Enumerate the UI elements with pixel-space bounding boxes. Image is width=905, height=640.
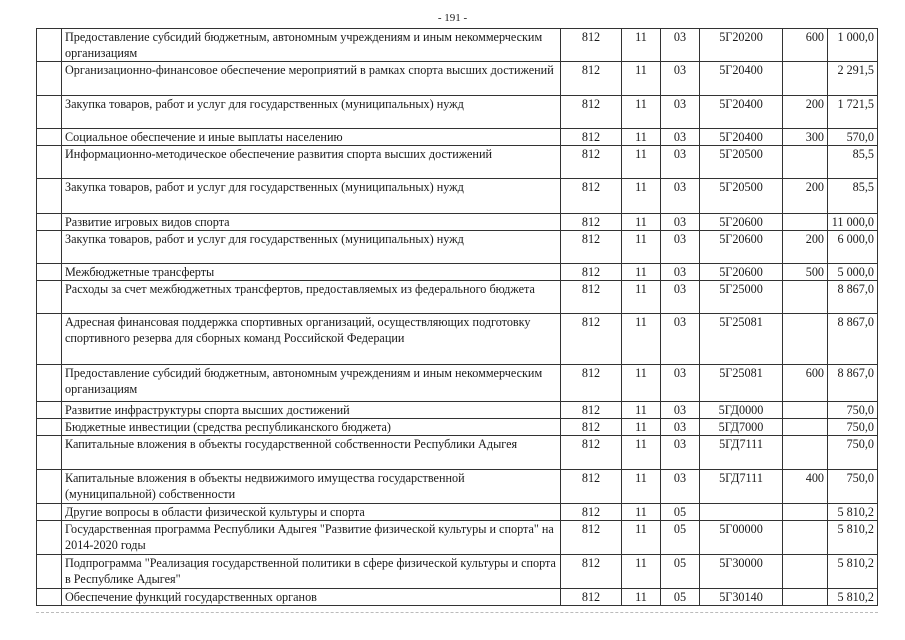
amount-cell: 750,0 bbox=[828, 470, 878, 504]
subsection-code-cell: 03 bbox=[661, 231, 700, 264]
amount-cell: 1 721,5 bbox=[828, 96, 878, 129]
subsection-code-cell: 03 bbox=[661, 402, 700, 419]
target-article-code-cell: 5ГД0000 bbox=[700, 402, 783, 419]
section-code-cell: 11 bbox=[622, 589, 661, 606]
row-margin-cell bbox=[37, 314, 62, 365]
expense-type-code-cell bbox=[783, 314, 828, 365]
expense-name-cell: Предоставление субсидий бюджетным, автономным учреждениям и иным некоммерческим организациям bbox=[62, 29, 561, 62]
subsection-code-cell: 03 bbox=[661, 179, 700, 214]
row-margin-cell bbox=[37, 146, 62, 179]
grbs-code-cell: 812 bbox=[561, 470, 622, 504]
expense-type-code-cell bbox=[783, 589, 828, 606]
row-margin-cell bbox=[37, 436, 62, 470]
table-row bbox=[37, 589, 878, 606]
section-code-cell: 11 bbox=[622, 504, 661, 521]
amount-cell: 5 810,2 bbox=[828, 555, 878, 589]
amount-cell: 2 291,5 bbox=[828, 62, 878, 96]
expense-name-cell: Социальное обеспечение и иные выплаты населению bbox=[62, 129, 561, 146]
table-row bbox=[37, 521, 878, 555]
subsection-code-cell: 03 bbox=[661, 419, 700, 436]
grbs-code-cell: 812 bbox=[561, 29, 622, 62]
grbs-code-cell: 812 bbox=[561, 521, 622, 555]
grbs-code-cell: 812 bbox=[561, 146, 622, 179]
target-article-code-cell: 5Г30140 bbox=[700, 589, 783, 606]
section-code-cell: 11 bbox=[622, 179, 661, 214]
table-row bbox=[37, 29, 878, 62]
subsection-code-cell: 03 bbox=[661, 62, 700, 96]
subsection-code-cell: 03 bbox=[661, 470, 700, 504]
section-code-cell: 11 bbox=[622, 146, 661, 179]
target-article-code-cell: 5Г20600 bbox=[700, 214, 783, 231]
expense-name-cell: Информационно-методическое обеспечение развития спорта высших достижений bbox=[62, 146, 561, 179]
amount-cell: 750,0 bbox=[828, 402, 878, 419]
amount-cell: 5 810,2 bbox=[828, 521, 878, 555]
target-article-code-cell: 5Г25081 bbox=[700, 365, 783, 402]
table-row bbox=[37, 314, 878, 365]
grbs-code-cell: 812 bbox=[561, 214, 622, 231]
amount-cell: 8 867,0 bbox=[828, 281, 878, 314]
table-row bbox=[37, 555, 878, 589]
row-margin-cell bbox=[37, 231, 62, 264]
section-code-cell: 11 bbox=[622, 281, 661, 314]
section-code-cell: 11 bbox=[622, 62, 661, 96]
table-row bbox=[37, 214, 878, 231]
expense-name-cell: Капитальные вложения в объекты государственной собственности Республики Адыгея bbox=[62, 436, 561, 470]
expense-name-cell: Капитальные вложения в объекты недвижимого имущества государственной (муниципальной) собственности bbox=[62, 470, 561, 504]
target-article-code-cell bbox=[700, 504, 783, 521]
table-row bbox=[37, 470, 878, 504]
table-row bbox=[37, 231, 878, 264]
expense-type-code-cell bbox=[783, 281, 828, 314]
grbs-code-cell: 812 bbox=[561, 231, 622, 264]
amount-cell: 8 867,0 bbox=[828, 314, 878, 365]
table-row bbox=[37, 96, 878, 129]
amount-cell: 5 810,2 bbox=[828, 589, 878, 606]
grbs-code-cell: 812 bbox=[561, 62, 622, 96]
row-margin-cell bbox=[37, 129, 62, 146]
row-margin-cell bbox=[37, 214, 62, 231]
amount-cell: 570,0 bbox=[828, 129, 878, 146]
amount-cell: 5 810,2 bbox=[828, 504, 878, 521]
expense-type-code-cell bbox=[783, 402, 828, 419]
target-article-code-cell: 5Г20400 bbox=[700, 129, 783, 146]
section-code-cell: 11 bbox=[622, 470, 661, 504]
grbs-code-cell: 812 bbox=[561, 365, 622, 402]
section-code-cell: 11 bbox=[622, 419, 661, 436]
amount-cell: 8 867,0 bbox=[828, 365, 878, 402]
subsection-code-cell: 03 bbox=[661, 365, 700, 402]
grbs-code-cell: 812 bbox=[561, 504, 622, 521]
row-margin-cell bbox=[37, 555, 62, 589]
amount-cell: 85,5 bbox=[828, 179, 878, 214]
subsection-code-cell: 03 bbox=[661, 96, 700, 129]
grbs-code-cell: 812 bbox=[561, 179, 622, 214]
row-margin-cell bbox=[37, 281, 62, 314]
section-code-cell: 11 bbox=[622, 521, 661, 555]
grbs-code-cell: 812 bbox=[561, 281, 622, 314]
expense-name-cell: Предоставление субсидий бюджетным, автономным учреждениям и иным некоммерческим организациям bbox=[62, 365, 561, 402]
section-code-cell: 11 bbox=[622, 29, 661, 62]
page-bottom-edge bbox=[36, 612, 878, 613]
subsection-code-cell: 03 bbox=[661, 436, 700, 470]
expense-type-code-cell: 500 bbox=[783, 264, 828, 281]
grbs-code-cell: 812 bbox=[561, 96, 622, 129]
row-margin-cell bbox=[37, 589, 62, 606]
subsection-code-cell: 03 bbox=[661, 146, 700, 179]
amount-cell: 11 000,0 bbox=[828, 214, 878, 231]
subsection-code-cell: 03 bbox=[661, 214, 700, 231]
expense-type-code-cell: 300 bbox=[783, 129, 828, 146]
target-article-code-cell: 5Г25081 bbox=[700, 314, 783, 365]
subsection-code-cell: 03 bbox=[661, 314, 700, 365]
expense-name-cell: Закупка товаров, работ и услуг для государственных (муниципальных) нужд bbox=[62, 96, 561, 129]
subsection-code-cell: 03 bbox=[661, 129, 700, 146]
expense-type-code-cell: 200 bbox=[783, 96, 828, 129]
row-margin-cell bbox=[37, 62, 62, 96]
subsection-code-cell: 03 bbox=[661, 281, 700, 314]
expense-name-cell: Организационно-финансовое обеспечение мероприятий в рамках спорта высших достижений bbox=[62, 62, 561, 96]
section-code-cell: 11 bbox=[622, 231, 661, 264]
target-article-code-cell: 5Г25000 bbox=[700, 281, 783, 314]
grbs-code-cell: 812 bbox=[561, 419, 622, 436]
grbs-code-cell: 812 bbox=[561, 555, 622, 589]
target-article-code-cell: 5Г20600 bbox=[700, 231, 783, 264]
grbs-code-cell: 812 bbox=[561, 589, 622, 606]
target-article-code-cell: 5ГД7111 bbox=[700, 470, 783, 504]
table-row bbox=[37, 179, 878, 214]
target-article-code-cell: 5Г20400 bbox=[700, 96, 783, 129]
grbs-code-cell: 812 bbox=[561, 129, 622, 146]
expense-type-code-cell bbox=[783, 555, 828, 589]
grbs-code-cell: 812 bbox=[561, 436, 622, 470]
expense-name-cell: Бюджетные инвестиции (средства республиканского бюджета) bbox=[62, 419, 561, 436]
target-article-code-cell: 5ГД7000 bbox=[700, 419, 783, 436]
table-row bbox=[37, 436, 878, 470]
expense-type-code-cell bbox=[783, 214, 828, 231]
expense-type-code-cell bbox=[783, 419, 828, 436]
table-row bbox=[37, 281, 878, 314]
section-code-cell: 11 bbox=[622, 402, 661, 419]
amount-cell: 1 000,0 bbox=[828, 29, 878, 62]
subsection-code-cell: 05 bbox=[661, 504, 700, 521]
expense-name-cell: Закупка товаров, работ и услуг для государственных (муниципальных) нужд bbox=[62, 231, 561, 264]
table-row bbox=[37, 62, 878, 96]
target-article-code-cell: 5Г20400 bbox=[700, 62, 783, 96]
row-margin-cell bbox=[37, 264, 62, 281]
section-code-cell: 11 bbox=[622, 129, 661, 146]
grbs-code-cell: 812 bbox=[561, 314, 622, 365]
target-article-code-cell: 5Г20200 bbox=[700, 29, 783, 62]
expense-type-code-cell bbox=[783, 146, 828, 179]
expense-name-cell: Развитие инфраструктуры спорта высших достижений bbox=[62, 402, 561, 419]
section-code-cell: 11 bbox=[622, 314, 661, 365]
row-margin-cell bbox=[37, 521, 62, 555]
amount-cell: 6 000,0 bbox=[828, 231, 878, 264]
expense-type-code-cell: 400 bbox=[783, 470, 828, 504]
budget-table bbox=[36, 28, 878, 606]
table-row bbox=[37, 264, 878, 281]
expense-type-code-cell bbox=[783, 504, 828, 521]
amount-cell: 85,5 bbox=[828, 146, 878, 179]
section-code-cell: 11 bbox=[622, 214, 661, 231]
expense-name-cell: Закупка товаров, работ и услуг для государственных (муниципальных) нужд bbox=[62, 179, 561, 214]
grbs-code-cell: 812 bbox=[561, 264, 622, 281]
expense-type-code-cell: 200 bbox=[783, 231, 828, 264]
row-margin-cell bbox=[37, 179, 62, 214]
table-row bbox=[37, 504, 878, 521]
expense-type-code-cell: 600 bbox=[783, 365, 828, 402]
section-code-cell: 11 bbox=[622, 264, 661, 281]
expense-type-code-cell: 200 bbox=[783, 179, 828, 214]
row-margin-cell bbox=[37, 402, 62, 419]
row-margin-cell bbox=[37, 504, 62, 521]
page-number: - 191 - bbox=[437, 12, 468, 24]
row-margin-cell bbox=[37, 96, 62, 129]
expense-type-code-cell: 600 bbox=[783, 29, 828, 62]
expense-name-cell: Государственная программа Республики Адыгея "Развитие физической культуры и спорта" на 2014-2020 годы bbox=[62, 521, 561, 555]
row-margin-cell bbox=[37, 470, 62, 504]
expense-name-cell: Межбюджетные трансферты bbox=[62, 264, 561, 281]
table-row bbox=[37, 129, 878, 146]
amount-cell: 750,0 bbox=[828, 436, 878, 470]
expense-name-cell: Обеспечение функций государственных органов bbox=[62, 589, 561, 606]
expense-name-cell: Подпрограмма "Реализация государственной политики в сфере физической культуры и спорта в Республике Адыгея" bbox=[62, 555, 561, 589]
budget-table-body bbox=[37, 29, 878, 606]
grbs-code-cell: 812 bbox=[561, 402, 622, 419]
section-code-cell: 11 bbox=[622, 555, 661, 589]
subsection-code-cell: 03 bbox=[661, 264, 700, 281]
amount-cell: 750,0 bbox=[828, 419, 878, 436]
target-article-code-cell: 5Г20600 bbox=[700, 264, 783, 281]
row-margin-cell bbox=[37, 419, 62, 436]
table-row bbox=[37, 365, 878, 402]
target-article-code-cell: 5Г30000 bbox=[700, 555, 783, 589]
table-row bbox=[37, 146, 878, 179]
expense-name-cell: Адресная финансовая поддержка спортивных организаций, осуществляющих подготовку спортивного резерва для сборных команд Российской Федерации bbox=[62, 314, 561, 365]
row-margin-cell bbox=[37, 29, 62, 62]
expense-type-code-cell bbox=[783, 521, 828, 555]
expense-type-code-cell bbox=[783, 436, 828, 470]
table-row bbox=[37, 402, 878, 419]
target-article-code-cell: 5Г20500 bbox=[700, 179, 783, 214]
row-margin-cell bbox=[37, 365, 62, 402]
table-row bbox=[37, 419, 878, 436]
subsection-code-cell: 03 bbox=[661, 29, 700, 62]
expense-name-cell: Расходы за счет межбюджетных трансфертов, предоставляемых из федерального бюджета bbox=[62, 281, 561, 314]
target-article-code-cell: 5Г00000 bbox=[700, 521, 783, 555]
section-code-cell: 11 bbox=[622, 365, 661, 402]
expense-name-cell: Другие вопросы в области физической культуры и спорта bbox=[62, 504, 561, 521]
subsection-code-cell: 05 bbox=[661, 521, 700, 555]
expense-name-cell: Развитие игровых видов спорта bbox=[62, 214, 561, 231]
expense-type-code-cell bbox=[783, 62, 828, 96]
section-code-cell: 11 bbox=[622, 436, 661, 470]
amount-cell: 5 000,0 bbox=[828, 264, 878, 281]
subsection-code-cell: 05 bbox=[661, 555, 700, 589]
section-code-cell: 11 bbox=[622, 96, 661, 129]
target-article-code-cell: 5Г20500 bbox=[700, 146, 783, 179]
subsection-code-cell: 05 bbox=[661, 589, 700, 606]
target-article-code-cell: 5ГД7111 bbox=[700, 436, 783, 470]
